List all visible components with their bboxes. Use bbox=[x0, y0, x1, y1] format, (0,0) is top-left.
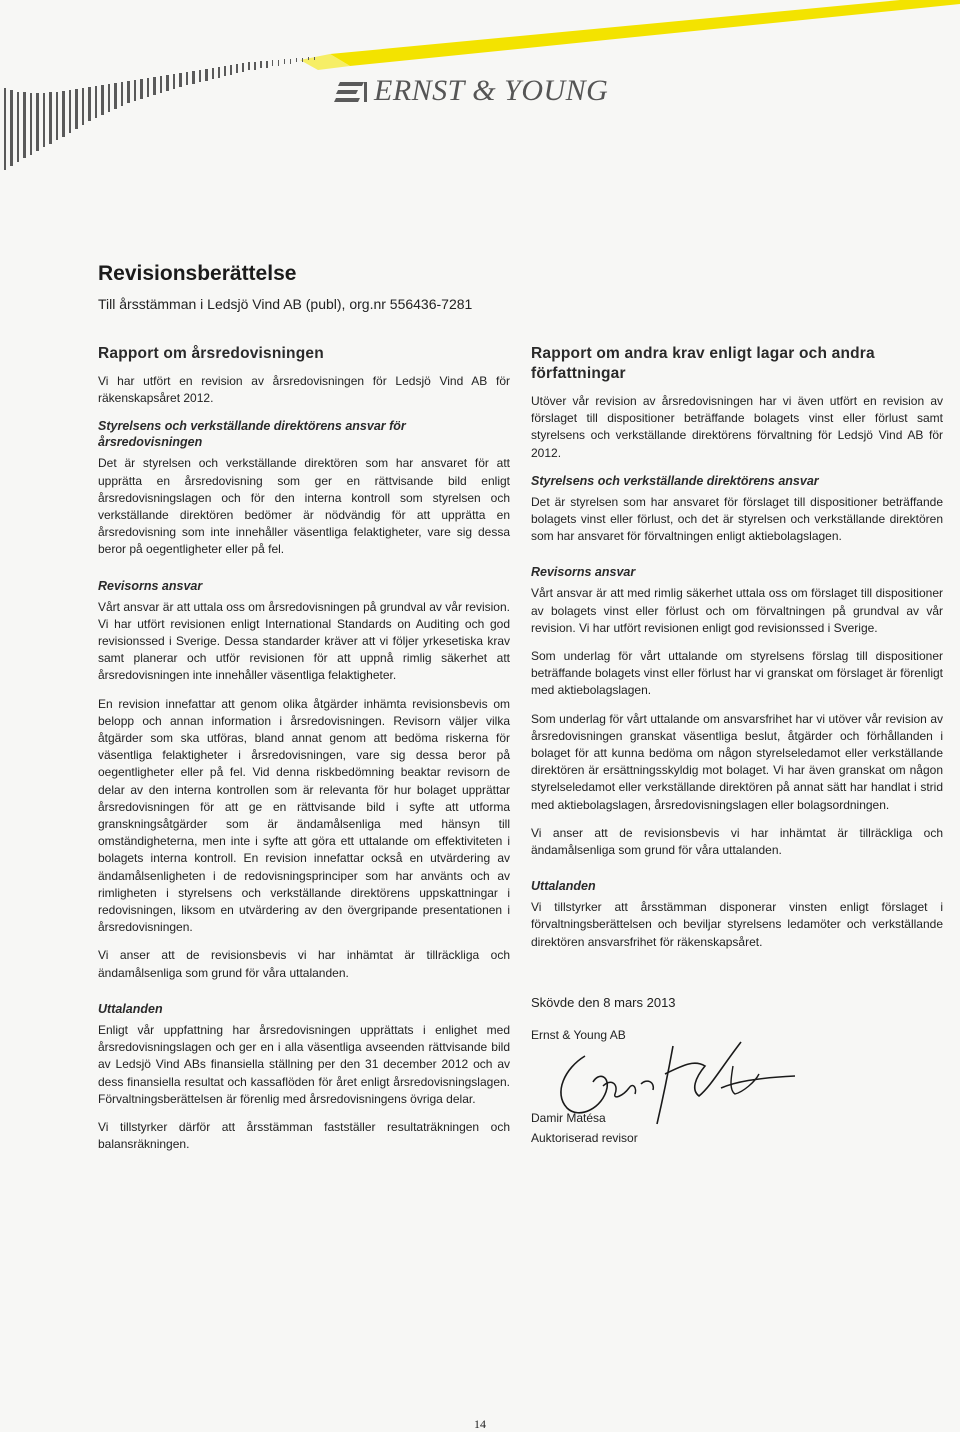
paragraph-statements-2: Vi tillstyrker därför att årsstämman fastställer resultaträkningen och balansräkningen. bbox=[98, 1119, 510, 1152]
right-column bbox=[531, 344, 943, 1146]
signer-title: Auktoriserad revisor bbox=[531, 1130, 638, 1145]
paragraph-intro: Vi har utfört en revision av årsredovisningen för Ledsjö Vind AB för räkenskapsåret 2012. bbox=[98, 374, 510, 406]
subheading-right-statements: Uttalanden bbox=[531, 879, 596, 894]
paragraph-right-board: Det är styrelsen som har ansvaret för förslaget till dispositioner beträffande bolagets vinst eller förlust, och det är styrelsen och verkställande direktören som har ansvaret för förvaltningen enligt aktiebolagslagen. bbox=[531, 494, 943, 544]
paragraph-right-auditor-2: Som underlag för vårt uttalande om styrelsens förslag till dispositioner beträffande bolagets vinst eller förlust har vi granskat om förslaget är förenligt med aktiebolagslagen. bbox=[531, 649, 943, 698]
paragraph-auditor-3: Vi anser att de revisionsbevis vi har inhämtat är tillräckliga och ändamålsenliga som grund för våra uttalanden. bbox=[98, 948, 510, 980]
header-logo-area bbox=[0, 0, 960, 190]
document-title: Revisionsberättelse bbox=[98, 262, 297, 285]
left-column bbox=[98, 344, 510, 1164]
paragraph-right-statements: Vi tillstyrker att årsstämman disponerar vinsten enligt förslaget i förvaltningsberättelsen och beviljar styrelsens ledamöter och verkställande direktören ansvarsfrihet för räkenskapsåret. bbox=[531, 900, 943, 949]
subheading-board-responsibility: Styrelsens och verkställande direktörens ansvar för årsredovisningen bbox=[98, 419, 406, 450]
paragraph-right-auditor-3: Som underlag för vårt uttalande om ansvarsfrihet har vi utöver vår revision av årsredovisningen granskat väsentliga beslut, åtgärder och förhållanden i bolaget för att kunna bedöma om någon styrelseledamot eller verkställande direktören är ersättningsskyldig mot bolaget. Vi har även granskat om någon styrelseledamot eller verkställande direktören på annat sätt har handlat i strid med aktiebolagslagen, årsredovisningslagen eller bolagsordningen. bbox=[531, 711, 943, 812]
page-number: 14 bbox=[474, 1417, 486, 1431]
paragraph-auditor-2: En revision innefattar att genom olika åtgärder inhämta revisionsbevis om belopp och annan information i årsredovisningen. Revisorn väljer vilka åtgärder som ska utföras, bland annat genom att bedöma riskerna för väsentliga felaktigheter i årsredovisningen, vare sig dessa beror på oegentligheter eller på fel. Vid denna riskbedömning beaktar revisorn de delar av den interna kontrollen som är relevanta för hur bolaget upprättar årsredovisningen för att ge en rättvisande bild i syfte att utforma granskningsåtgärder som är ändamålsenliga med hänsyn till omständigheterna, men inte i syfte att göra ett uttalande om effektiviteten i bolagets interna kontroll. En revision innefattar också en utvärdering av ändamålsenligheten i de redovisningsprinciper som har använts och av rimligheten i styrelsens och verkställande direktörens uppskattningar i redovisningen, liksom en utvärdering av den övergripande presentationen i årsredovisningen. bbox=[98, 696, 510, 935]
paragraph-board-responsibility: Det är styrelsen och verkställande direktören som har ansvaret för att upprätta en årsredovisning som ger en rättvisande bild enligt årsredovisningslagen och för den interna kontroll som styrelsen och verkställande direktören bedömer är nödvändig för att upprätta en årsredovisning som inte innehåller väsentliga felaktigheter, vare sig dessa beror på oegentligheter eller på fel. bbox=[98, 456, 510, 557]
audit-firm-name: Ernst & Young AB bbox=[531, 1027, 626, 1042]
subheading-right-board-responsibility: Styrelsens och verkställande direktörens ansvar bbox=[531, 473, 819, 488]
signature-block bbox=[531, 995, 943, 1146]
company-logo-wordmark: ERNST & YOUNG bbox=[374, 74, 609, 107]
document-subtitle: Till årsstämman i Ledsjö Vind AB (publ), org.nr 556436-7281 bbox=[98, 296, 473, 312]
paragraph-right-auditor-4: Vi anser att de revisionsbevis vi har inhämtat är tillräckliga och ändamålsenliga som grund för våra uttalanden. bbox=[531, 825, 943, 858]
paragraph-auditor-1: Vårt ansvar är att uttala oss om årsredovisningen på grundval av vår revision. Vi har utfört revisionen enligt International Standards on Auditing och god revisionssed i Sverige. Dessa standarder kräver att vi följer yrkesetiska krav samt planerar och utför revisionen för att uppnå rimlig säkerhet att årsredovisningen inte innehåller väsentliga felaktigheter. bbox=[98, 599, 510, 683]
paragraph-statements-1: Enligt vår uppfattning har årsredovisningen upprättats i enlighet med årsredovisningslagen och ger en i alla väsentliga avseenden rättvisande bild av Ledsjö Vind ABs finansiella ställning per den 31 december 2012 och av dess finansiella resultat och kassaflöden för året enligt årsredovisningslagen. Förvaltningsberättelsen är förenlig med årsredovisningens övriga delar. bbox=[98, 1022, 510, 1106]
bar-pattern bbox=[4, 57, 315, 170]
ey-logo-mark bbox=[334, 82, 367, 102]
section-heading-other-requirements: Rapport om andra krav enligt lagar och andra författningar bbox=[531, 345, 875, 382]
paragraph-right-auditor-1: Vårt ansvar är att med rimlig säkerhet uttala oss om förslaget till dispositioner av bolagets vinst eller förlust och om förvaltningen på grundval av vår revision. Vi har utfört revisionen enligt god revisionssed i Sverige. bbox=[531, 586, 943, 635]
subheading-auditor-responsibility: Revisorns ansvar bbox=[98, 578, 203, 593]
paragraph-right-intro: Utöver vår revision av årsredovisningen har vi även utfört en revision av förslaget till dispositioner beträffande bolagets vinst eller förlust samt styrelsens och verkställande direktörens förvaltning för Ledsjö Vind AB för 2012. bbox=[531, 394, 943, 460]
signer-name: Damir Matésa bbox=[531, 1110, 606, 1125]
yellow-beam bbox=[330, 0, 960, 66]
subheading-right-auditor-responsibility: Revisorns ansvar bbox=[531, 565, 636, 580]
subheading-statements: Uttalanden bbox=[98, 1001, 163, 1016]
section-heading-annual-report: Rapport om årsredovisningen bbox=[98, 345, 324, 362]
place-and-date: Skövde den 8 mars 2013 bbox=[531, 994, 676, 1010]
